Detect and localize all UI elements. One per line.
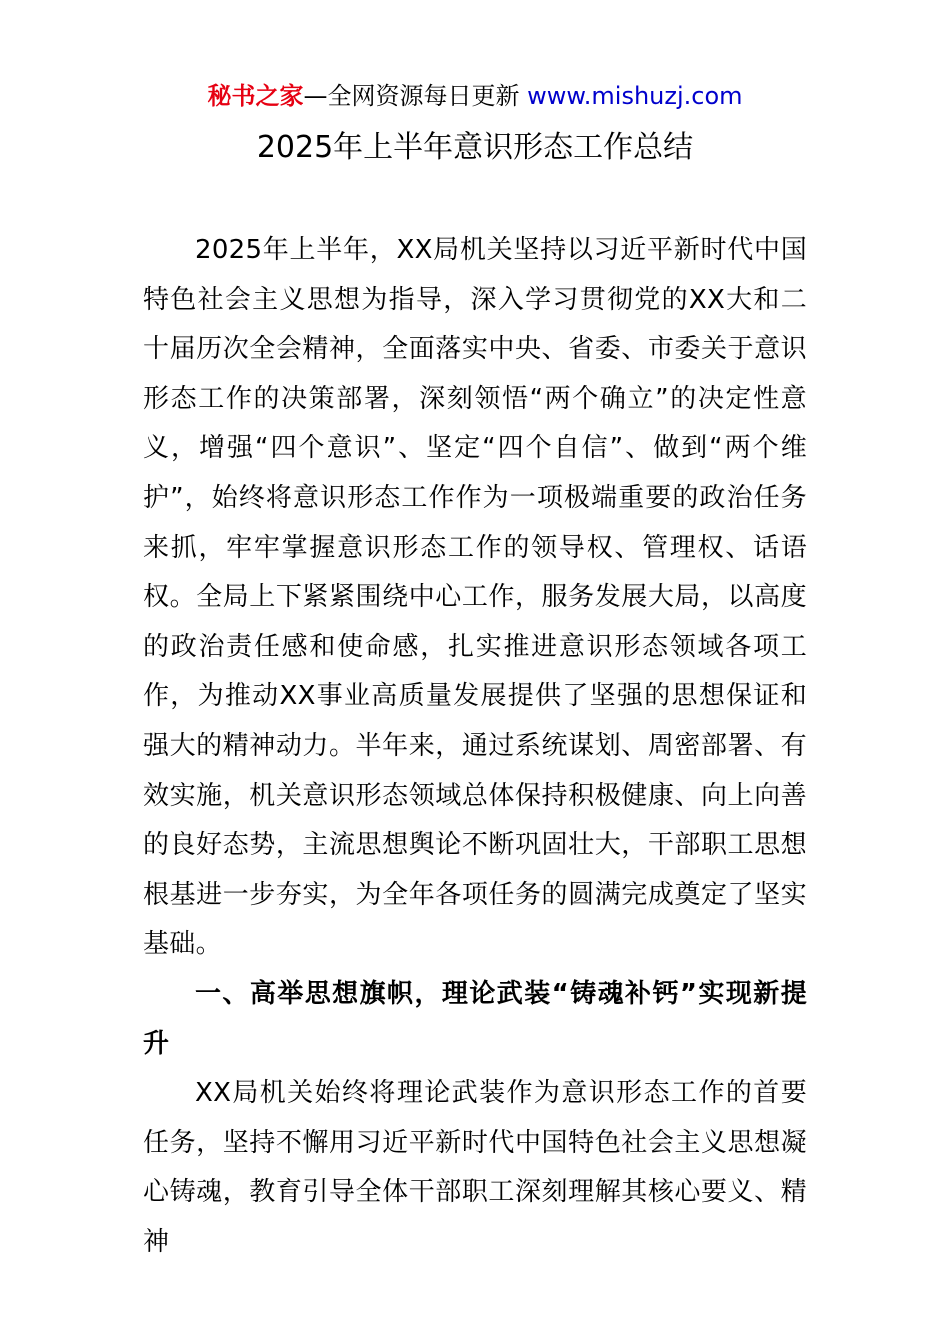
- site-tagline: —全网资源每日更新: [303, 82, 528, 110]
- site-url-link[interactable]: www.mishuzj.com: [527, 82, 743, 110]
- site-name: 秘书之家: [207, 82, 304, 110]
- section-1-paragraph: XX局机关始终将理论武装作为意识形态工作的首要任务，坚持不懈用习近平新时代中国特色社会主义思想凝心铸魂，教育引导全体干部职工深刻理解其核心要义、精神: [143, 1078, 807, 1257]
- document-title: 2025年上半年意识形态工作总结: [256, 130, 694, 165]
- section-heading-1: 一、高举思想旗帜，理论武装“铸魂补钙”实现新提升: [143, 978, 807, 1059]
- site-header: [0, 80, 950, 112]
- intro-paragraph: 2025年上半年，XX局机关坚持以习近平新时代中国特色社会主义思想为指导，深入学习贯彻党的XX大和二十届历次全会精神，全面落实中央、省委、市委关于意识形态工作的决策部署，深刻领悟“两个确立”的决定性意义，增强“四个意识”、坚定“四个自信”、做到“两个维护”，始终将意识形态工作作为一项极端重要的政治任务来抓，牢牢掌握意识形态工作的领导权、管理权、话语权。全局上下紧紧围绕中心工作，服务发展大局，以高度的政治责任感和使命感，扎实推进意识形态领域各项工作，为推动XX事业高质量发展提供了坚强的思想保证和强大的精神动力。半年来，通过系统谋划、周密部署、有效实施，机关意识形态领域总体保持积极健康、向上向善的良好态势，主流思想舆论不断巩固壮大，干部职工思想根基进一步夯实，为全年各项任务的圆满完成奠定了坚实基础。: [143, 235, 807, 960]
- document-body: [143, 226, 807, 1267]
